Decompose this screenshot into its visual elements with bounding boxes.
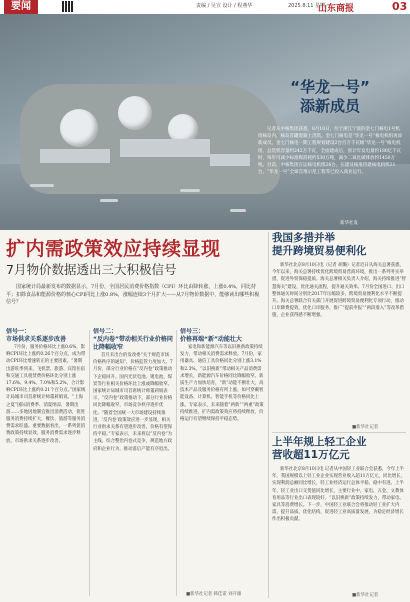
column-body: 首月未出台的发改委“关于规范市场价格秩序的通知”，价格监管力度加大。7月份，部分行业价格在“反内卷”政策推动下企稳回升。国内光伏电池、锂电池、煤炭等行业相关价格环比上涨或降幅收窄。国家统计局城市司首席统计师董莉娟表示，“反内卷”政策推动下，部分行业价格同比降幅收窄，市场竞争秩序逐步优化。“随着全国统一大市场建设持续推进，‘反内卷’政策效应进一步显现，相关行业供求关系有望逐步改善，价格有望保持平稳。”专家表示，未来将以“反内卷”为主线，综合整治内卷式竞争，规范地方政府和企业行为，推动落后产能有序退出。: [93, 353, 173, 452]
article-column: [180, 328, 264, 590]
ship: [100, 199, 118, 202]
sub-headline: 7月物价数据透出三大积极信号: [6, 262, 177, 277]
plant-building: [120, 139, 210, 157]
qr-code-icon: [62, 1, 73, 12]
lead-paragraph: 国家统计局最新发布的数据显示，7月份，全国居民消费价格指数（CPI）环比由降转涨，上涨0.4%，同比持平；扣除食品和能源价格的核心CPI同比上涨0.8%，涨幅连续3个月扩大——从7月物价数据中，能够读出哪些积极信号？: [6, 284, 260, 305]
right-headline: 上半年规上轻工企业: [272, 436, 367, 448]
photo-caption: 记者从中核集团获悉，8月10日，位于浙江宁波的金七门核电1号机组核岛内，核岛首罐混凝土浇筑。金七门核电是“华龙一号”核电机组再添新成员。金七门核电一期工程规划建设2台百万千瓦级“华龙一号”核电机组，总装机容量约242万千瓦，全面建成后，预计年发电量约180亿千瓦时，每年可减少标准煤消耗约530万吨，减少二氧化碳排放约1450万吨。目前，中核集团在运核电机组26台，在建及核准待建核电机组21台，“华龙一号”全球首堆示范工程等已投入商业运行。: [258, 127, 403, 176]
column-body: 7月份，服务价格环比上涨0.6%，影响CPI环比上涨约0.26个百分点，成为带动CPI环比增速转正的主要因素。“暑期出游旺季到来，飞机票、旅游、宾馆住宿和交通工具租赁费价格环比分别上涨17.6%、9.4%、7.0%和5.2%，合计影响CPI环比上涨约0.21个百分点。”国家统计局城市司首席统计师董莉娟说。“上海之夏”国际消费季、消夏纳凉、暑期出游……多地因地制宜推出消费活动，促进服务消费持续扩大，餐饮、旅游等服务消费需求旺盛。重要数据看出，一系列促消费政策持续显效，服务消费需求逐步释放，市场供求关系逐步改善。: [6, 345, 86, 444]
photo-title-line: “华龙一号”: [290, 78, 370, 96]
right-article-body: 新华社北京8月10日电 记者从中国轻工业联合会获悉，今年上半年，我国规模以上轻工业企业实现营业收入超11万亿元，同比增长，实现利润总额同比增长，轻工业经济运行总体平稳、稳中有进。上半年，轻工业出口交货值同比增长，主要行业中，家电、五金、文教体育用品等行业出口表现较好。“以旧换新”政策持续发力，带动家电、家具等消费增长。下一步，中国轻工业联合会将推动轻工业扩大内需、提升品质、优化结构，促进轻工业高质量发展，为稳定经济增长作出积极贡献。: [272, 467, 405, 523]
column-body: 家电和新能源汽车等以旧换新政策持续发力，带动相关消费需求释放。7月份，家用器具、通信工具价格同比分别上涨3.1%和2.3%，“以旧换新”带动相关产品消费需求增长，新能源汽车价格同比降幅收窄。新质生产力加快培育，“新”动能不断壮大，高技术产品及服务价格有所上涨，如可穿戴智能设备、计算机、智能手机等价格同比上涨。专家表示，未来随着“两新”“两重”政策持续推进，扩内需政策效应将持续释放，价格运行有望继续保持平稳态势。: [180, 345, 264, 423]
photo-title-line: 添新成员: [299, 97, 360, 115]
column-heading: “反内卷”带动相关行业价格同比降幅收窄: [93, 336, 173, 351]
newspaper-brand: 山东商报: [318, 4, 355, 14]
column-heading: 市场供求关系逐步改善: [6, 336, 67, 343]
photo-credit: 新华社发: [340, 221, 358, 226]
column-divider: [89, 330, 90, 596]
right-article-body: 新华社北京8月10日电（记者 胡璐）记者近日从海关总署获悉，今年以来，海关总署持续优化跨境贸易营商环境，推出一系列务实举措，促进外贸保稳提质。海关总署相关负责人介绍，海关持续推进“智慧海关”建设，优化通关流程，提升通关效率。7月份全国进口、出口整体通关时间分别比2017年压缩较多，跨境贸易便利化水平不断提升。海关总署联合有关部门开展促进跨境贸易便利化专项行动，推动口岸降费提效，优化口岸服务，推广“提前申报”“两段准入”等改革措施，企业获得感不断增强。: [272, 263, 406, 319]
column-heading: 信号三：: [180, 328, 205, 335]
plant-building: [210, 154, 250, 166]
byline: ■新华社记者 韩佳诺 刘开雄: [186, 592, 242, 597]
plant-building: [40, 149, 110, 163]
column-heading: 信号一：: [6, 328, 31, 335]
column-heading: 信号二：: [93, 328, 118, 335]
right-headline: 营收超11万亿元: [272, 449, 350, 461]
article-column: [6, 328, 86, 598]
page-divider: [268, 232, 269, 598]
article-column: [93, 328, 173, 598]
column-divider: [176, 330, 177, 596]
photo-title: [275, 78, 385, 116]
section-tag: 要闻: [4, 0, 38, 14]
main-headline: 扩内需政策效应持续显现: [6, 238, 221, 260]
page-number: 03: [392, 0, 408, 13]
issue-date: 2025.8.11 星期一: [288, 3, 331, 9]
ship: [230, 209, 246, 212]
column-heading: 价格再端“新”动能壮大: [180, 336, 242, 343]
article-divider: [272, 432, 406, 433]
reactor-dome: [118, 96, 152, 130]
right-headline: 我国多措并举: [272, 232, 335, 244]
ship: [30, 184, 54, 187]
reactor-dome: [60, 109, 98, 147]
editor-credit: 责编 / 吴宣 设计 / 程燕华: [196, 3, 253, 9]
right-headline: 提升跨境贸易便利化: [272, 245, 367, 257]
byline: ■新华社记者: [352, 593, 379, 598]
nuclear-plant-photo: [0, 14, 410, 230]
ship: [180, 189, 200, 192]
byline: ■新华社记者: [352, 425, 379, 430]
